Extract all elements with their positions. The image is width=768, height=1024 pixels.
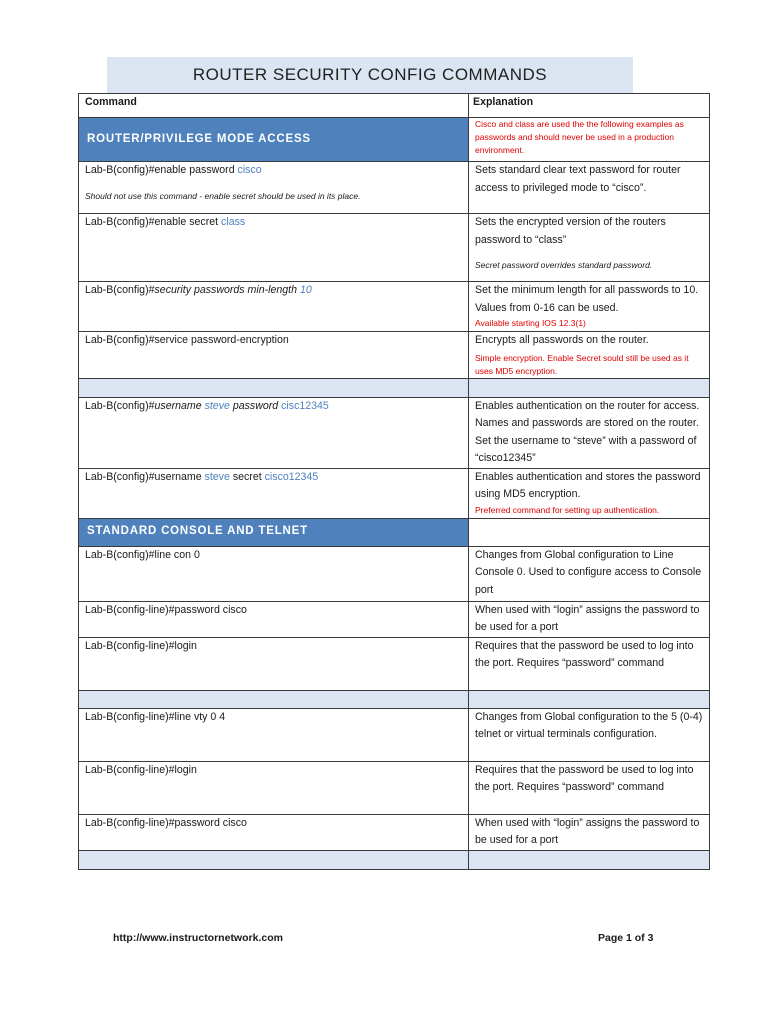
explanation-cell [469, 332, 710, 379]
explanation-cell: Enables authentication on the router for access. Names and passwords are stored on the router. Set the username to “steve” with a password of “cisco12345” [469, 397, 710, 468]
explanation-cell: Requires that the password be used to log into the port. Requires “password” command [469, 637, 710, 690]
table-row [79, 546, 710, 601]
section-title: STANDARD CONSOLE AND TELNET [79, 518, 469, 546]
table-row [79, 708, 710, 761]
page-title: ROUTER SECURITY CONFIG COMMANDS [107, 57, 633, 93]
command-cell: Lab-B(config-line)#login [79, 761, 469, 814]
command-cell [79, 162, 469, 214]
command-text: secret [229, 470, 265, 483]
explanation-cell: When used with “login” assigns the password to be used for a port [469, 814, 710, 850]
explanation-text: Enables authentication and stores the password using MD5 encryption. [475, 470, 701, 500]
command-italic: security passwords min-length [154, 284, 300, 296]
explanation-cell: Requires that the password be used to log into the port. Requires “password” command [469, 761, 710, 814]
command-cell: Lab-B(config)#line con 0 [79, 546, 469, 601]
section-row-console-telnet [79, 518, 710, 546]
explanation-cell: Changes from Global configuration to the 5 (0-4) telnet or virtual terminals configuration. [469, 708, 710, 761]
command-italic: username [154, 399, 205, 412]
explanation-cell [469, 214, 710, 282]
explanation-header: Explanation [469, 94, 710, 118]
section-note-cell [469, 118, 710, 162]
explanation-cell: When used with “login” assigns the password to be used for a port [469, 601, 710, 637]
explanation-note: Simple encryption. Enable Secret sould still be used as it uses MD5 encryption. [475, 352, 689, 376]
table-row [79, 332, 710, 379]
command-text: Lab-B(config)#enable secret [85, 216, 222, 228]
explanation-note: Available starting IOS 12.3(1) [475, 318, 586, 328]
spacer-row [79, 850, 710, 869]
command-cell [79, 214, 469, 282]
explanation-text: Set the minimum length for all passwords to 10. Values from 0-16 can be used. [475, 284, 699, 314]
command-note: Should not use this command - enable secret should be used in its place. [85, 190, 361, 201]
command-text: Lab-B(config)#username [85, 470, 205, 483]
command-cell: Lab-B(config-line)#line vty 0 4 [79, 708, 469, 761]
explanation-note: Secret password overrides standard password. [475, 260, 653, 270]
explanation-text: Encrypts all passwords on the router. [475, 334, 649, 346]
explanation-cell [469, 282, 710, 332]
section-row-router-access [79, 118, 710, 162]
table-row [79, 637, 710, 690]
command-cell [79, 397, 469, 468]
command-cell [79, 282, 469, 332]
spacer-row [79, 690, 710, 708]
page-number: Page 1 of 3 [598, 932, 654, 944]
command-cell: Lab-B(config-line)#password cisco [79, 814, 469, 850]
section-title: ROUTER/PRIVILEGE MODE ACCESS [79, 118, 469, 162]
command-value: 10 [299, 284, 312, 296]
command-text: Lab-B(config)# [85, 284, 155, 296]
command-cell: Lab-B(config)#service password-encryption [79, 332, 469, 379]
explanation-note: Preferred command for setting up authentication. [475, 504, 660, 515]
explanation-cell: Changes from Global configuration to Line Console 0. Used to configure access to Console port [469, 546, 710, 601]
table-row [79, 814, 710, 850]
table-row [79, 601, 710, 637]
table-row [79, 282, 710, 332]
table-row [79, 397, 710, 468]
explanation-text: Sets the encrypted version of the routers password to “class” [475, 216, 666, 246]
table-row [79, 162, 710, 214]
section-note: Cisco and class are used the the following examples as passwords and should never be used in a production environment. [475, 119, 684, 155]
command-text: Lab-B(config)# [85, 399, 155, 412]
spacer-row [79, 378, 710, 397]
command-header: Command [79, 94, 469, 118]
explanation-cell: Sets standard clear text password for router access to privileged mode to “cisco”. [469, 162, 710, 214]
command-cell [79, 468, 469, 518]
command-value: cisco [237, 164, 262, 176]
command-italic: password [229, 399, 282, 412]
footer-url[interactable]: http://www.instructornetwork.com [113, 932, 283, 944]
table-header-row [79, 94, 710, 118]
commands-table [78, 93, 710, 870]
command-user: steve [204, 470, 230, 483]
command-cell: Lab-B(config-line)#password cisco [79, 601, 469, 637]
command-value: cisco12345 [264, 470, 319, 483]
table-row [79, 214, 710, 282]
explanation-cell [469, 468, 710, 518]
table-row [79, 761, 710, 814]
command-value: cisc12345 [281, 399, 329, 412]
command-user: steve [204, 399, 230, 412]
command-text: Lab-B(config)#enable password [85, 164, 238, 176]
command-value: class [221, 216, 246, 228]
table-row [79, 468, 710, 518]
command-cell: Lab-B(config-line)#login [79, 637, 469, 690]
